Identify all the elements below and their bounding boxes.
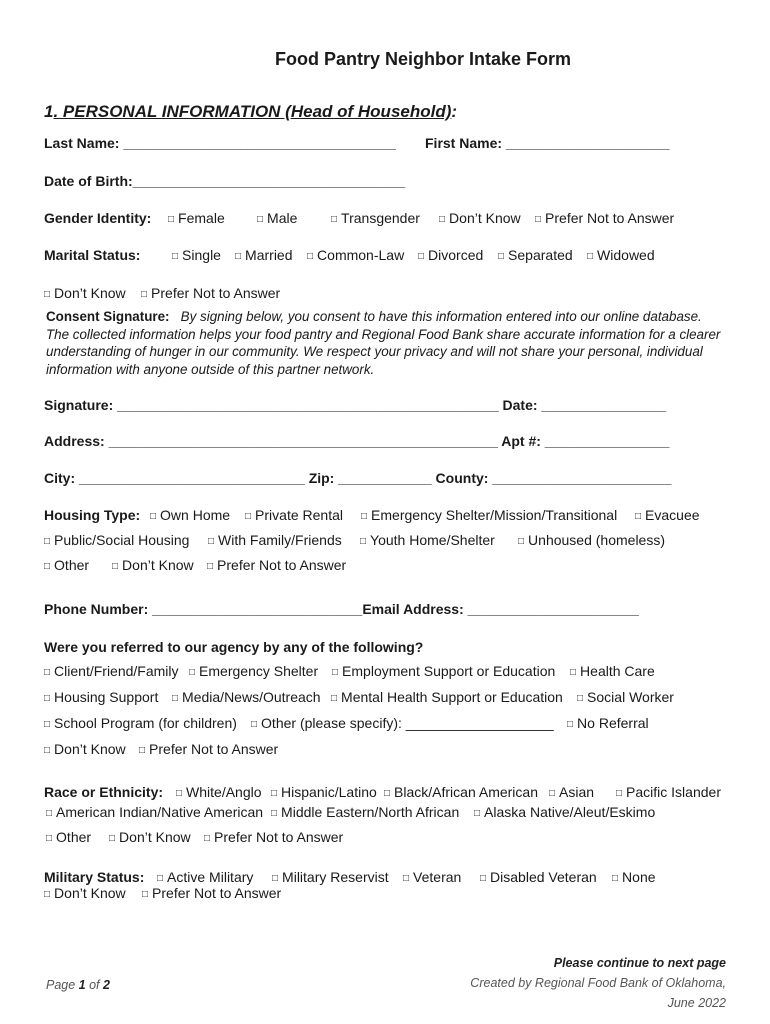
checkbox-icon[interactable]: □ — [172, 251, 179, 262]
gender-option-dont-know[interactable]: □ Don’t Know — [439, 210, 521, 226]
checkbox-icon[interactable]: □ — [535, 214, 542, 225]
checkbox-icon[interactable]: □ — [189, 667, 196, 678]
checkbox-icon[interactable]: □ — [142, 889, 149, 900]
checkbox-icon[interactable]: □ — [612, 873, 619, 884]
checkbox-icon[interactable]: □ — [498, 251, 505, 262]
housing-option-own-home[interactable]: □ Own Home — [150, 507, 231, 523]
signature-date-field[interactable]: Signature: _________________________________________________ Date: ________________ — [44, 397, 667, 413]
race-option-dont-know[interactable]: □ Don’t Know — [109, 829, 191, 845]
military-option-veteran[interactable]: □ Veteran — [403, 869, 462, 885]
checkbox-icon[interactable]: □ — [361, 511, 368, 522]
consent-text: By signing below, you consent to have this information entered into our online database. The collected information helps your food pantry and Regional Food Bank share accurate information for a clearer understanding of hunger in our community. We respect your privacy and will not share your personal, individual information with anyone outside of this partner network. — [46, 309, 721, 377]
housing-option-emergency-shelter[interactable]: □ Emergency Shelter/Mission/Transitional — [361, 507, 618, 523]
checkbox-icon[interactable]: □ — [141, 289, 148, 300]
checkbox-icon[interactable]: □ — [570, 667, 577, 678]
checkbox-icon[interactable]: □ — [46, 833, 53, 844]
checkbox-icon[interactable]: □ — [474, 808, 481, 819]
gender-label: Gender Identity: — [44, 210, 152, 226]
checkbox-icon[interactable]: □ — [44, 536, 51, 547]
checkbox-icon[interactable]: □ — [172, 693, 179, 704]
race-option-alaska-native[interactable]: □ Alaska Native/Aleut/Eskimo — [474, 804, 656, 820]
first-name-field[interactable]: First Name: _____________________ — [425, 135, 670, 151]
checkbox-icon[interactable]: □ — [235, 251, 242, 262]
marital-option-single[interactable]: □ Single — [172, 247, 221, 263]
race-option-white[interactable]: □ White/Anglo — [176, 784, 262, 800]
military-option-none[interactable]: □ None — [612, 869, 656, 885]
checkbox-icon[interactable]: □ — [44, 693, 51, 704]
checkbox-icon[interactable]: □ — [204, 833, 211, 844]
marital-option-married[interactable]: □ Married — [235, 247, 293, 263]
marital-option-divorced[interactable]: □ Divorced — [418, 247, 484, 263]
referral-option-health-care[interactable]: □ Health Care — [570, 663, 655, 679]
race-option-american-indian[interactable]: □ American Indian/Native American — [46, 804, 264, 820]
housing-type-label: Housing Type: — [44, 507, 141, 523]
referral-option-employment[interactable]: □ Employment Support or Education — [332, 663, 556, 679]
referral-option-mental-health[interactable]: □ Mental Health Support or Education — [331, 689, 563, 705]
referral-option-emergency-shelter[interactable]: □ Emergency Shelter — [189, 663, 319, 679]
referral-option-housing-support[interactable]: □ Housing Support — [44, 689, 159, 705]
checkbox-icon[interactable]: □ — [480, 873, 487, 884]
gender-option-prefer-not[interactable]: □ Prefer Not to Answer — [535, 210, 675, 226]
race-option-middle-eastern[interactable]: □ Middle Eastern/North African — [271, 804, 460, 820]
continue-note: Please continue to next page — [553, 956, 726, 970]
marital-option-separated[interactable]: □ Separated — [498, 247, 573, 263]
gender-option-male[interactable]: □ Male — [257, 210, 298, 226]
race-option-asian[interactable]: □ Asian — [549, 784, 595, 800]
city-zip-county-field[interactable]: City: _____________________________ Zip: ____________ County: _______________________ — [44, 470, 672, 486]
checkbox-icon[interactable]: □ — [518, 536, 525, 547]
race-option-hispanic[interactable]: □ Hispanic/Latino — [271, 784, 377, 800]
checkbox-icon[interactable]: □ — [44, 719, 51, 730]
referral-option-media[interactable]: □ Media/News/Outreach — [172, 689, 321, 705]
checkbox-icon[interactable]: □ — [208, 536, 215, 547]
referral-option-client-friend-family[interactable]: □ Client/Friend/Family — [44, 663, 179, 679]
housing-option-public-housing[interactable]: □ Public/Social Housing — [44, 532, 190, 548]
referral-question: Were you referred to our agency by any of the following? — [44, 639, 424, 655]
military-option-reservist[interactable]: □ Military Reservist — [272, 869, 389, 885]
referral-option-social-worker[interactable]: □ Social Worker — [577, 689, 674, 705]
checkbox-icon[interactable]: □ — [207, 561, 214, 572]
page-number: Page 1 of 2 — [46, 978, 110, 992]
checkbox-icon[interactable]: □ — [307, 251, 314, 262]
housing-option-family-friends[interactable]: □ With Family/Friends — [208, 532, 342, 548]
gender-option-transgender[interactable]: □ Transgender — [331, 210, 420, 226]
housing-option-unhoused[interactable]: □ Unhoused (homeless) — [518, 532, 666, 548]
military-status-label: Military Status: — [44, 869, 145, 885]
housing-option-private-rental[interactable]: □ Private Rental — [245, 507, 343, 523]
referral-option-no-referral[interactable]: □ No Referral — [567, 715, 649, 731]
checkbox-icon[interactable]: □ — [150, 511, 157, 522]
race-option-other[interactable]: □ Other — [46, 829, 92, 845]
checkbox-icon[interactable]: □ — [271, 808, 278, 819]
checkbox-icon[interactable]: □ — [176, 788, 183, 799]
consent-label: Consent Signature: — [46, 309, 170, 324]
consent-paragraph — [46, 308, 726, 378]
checkbox-icon[interactable]: □ — [271, 788, 278, 799]
checkbox-icon[interactable]: □ — [332, 667, 339, 678]
checkbox-icon[interactable]: □ — [44, 745, 51, 756]
checkbox-icon[interactable]: □ — [46, 808, 53, 819]
referral-option-prefer-not[interactable]: □ Prefer Not to Answer — [139, 741, 279, 757]
checkbox-icon[interactable]: □ — [418, 251, 425, 262]
marital-option-prefer-not[interactable]: □ Prefer Not to Answer — [141, 285, 281, 301]
checkbox-icon[interactable]: □ — [44, 667, 51, 678]
checkbox-icon[interactable]: □ — [168, 214, 175, 225]
gender-option-female[interactable]: □ Female — [168, 210, 225, 226]
referral-option-school-program[interactable]: □ School Program (for children) — [44, 715, 237, 731]
checkbox-icon[interactable]: □ — [567, 719, 574, 730]
phone-email-field[interactable]: Phone Number: ___________________________Email Address: ______________________ — [44, 601, 639, 617]
checkbox-icon[interactable]: □ — [577, 693, 584, 704]
checkbox-icon[interactable]: □ — [109, 833, 116, 844]
checkbox-icon[interactable]: □ — [245, 511, 252, 522]
checkbox-icon[interactable]: □ — [331, 214, 338, 225]
housing-option-prefer-not[interactable]: □ Prefer Not to Answer — [207, 557, 347, 573]
checkbox-icon[interactable]: □ — [331, 693, 338, 704]
checkbox-icon[interactable]: □ — [549, 788, 556, 799]
checkbox-icon[interactable]: □ — [360, 536, 367, 547]
race-option-black[interactable]: □ Black/African American — [384, 784, 538, 800]
checkbox-icon[interactable]: □ — [139, 745, 146, 756]
housing-option-evacuee[interactable]: □ Evacuee — [635, 507, 700, 523]
section-personal-info-heading: 1. PERSONAL INFORMATION (Head of Household): — [44, 102, 458, 121]
checkbox-icon[interactable]: □ — [384, 788, 391, 799]
military-option-disabled-veteran[interactable]: □ Disabled Veteran — [480, 869, 597, 885]
housing-option-dont-know[interactable]: □ Don’t Know — [112, 557, 194, 573]
checkbox-icon[interactable]: □ — [635, 511, 642, 522]
checkbox-icon[interactable]: □ — [439, 214, 446, 225]
checkbox-icon[interactable]: □ — [251, 719, 258, 730]
referral-option-other[interactable]: □ Other (please specify): ___________________ — [251, 715, 554, 731]
marital-option-common-law[interactable]: □ Common-Law — [307, 247, 405, 263]
date-of-birth-field[interactable]: Date of Birth:___________________________________ — [44, 173, 406, 189]
race-option-prefer-not[interactable]: □ Prefer Not to Answer — [204, 829, 344, 845]
checkbox-icon[interactable]: □ — [112, 561, 119, 572]
marital-status-label: Marital Status: — [44, 247, 141, 263]
housing-option-youth-home[interactable]: □ Youth Home/Shelter — [360, 532, 495, 548]
address-apt-field[interactable]: Address: __________________________________________________ Apt #: ________________ — [44, 433, 670, 449]
last-name-field[interactable]: Last Name: ___________________________________ — [44, 135, 396, 151]
created-by-note: Created by Regional Food Bank of Oklahoma, — [470, 976, 726, 990]
referral-option-dont-know[interactable]: □ Don’t Know — [44, 741, 126, 757]
marital-option-dont-know[interactable]: □ Don’t Know — [44, 285, 126, 301]
marital-option-widowed[interactable]: □ Widowed — [587, 247, 655, 263]
created-date: June 2022 — [667, 996, 726, 1010]
form-title: Food Pantry Neighbor Intake Form — [274, 49, 572, 69]
checkbox-icon[interactable]: □ — [44, 889, 51, 900]
checkbox-icon[interactable]: □ — [587, 251, 594, 262]
checkbox-icon[interactable]: □ — [157, 873, 164, 884]
checkbox-icon[interactable]: □ — [616, 788, 623, 799]
checkbox-icon[interactable]: □ — [403, 873, 410, 884]
military-option-prefer-not[interactable]: □ Prefer Not to Answer — [142, 885, 282, 901]
military-option-dont-know[interactable]: □ Don’t Know — [44, 885, 126, 901]
checkbox-icon[interactable]: □ — [44, 289, 51, 300]
checkbox-icon[interactable]: □ — [44, 561, 51, 572]
checkbox-icon[interactable]: □ — [272, 873, 279, 884]
housing-option-other[interactable]: □ Other — [44, 557, 90, 573]
race-ethnicity-label: Race or Ethnicity: — [44, 784, 164, 800]
race-option-pacific-islander[interactable]: □ Pacific Islander — [616, 784, 721, 800]
military-option-active[interactable]: □ Active Military — [157, 869, 254, 885]
checkbox-icon[interactable]: □ — [257, 214, 264, 225]
